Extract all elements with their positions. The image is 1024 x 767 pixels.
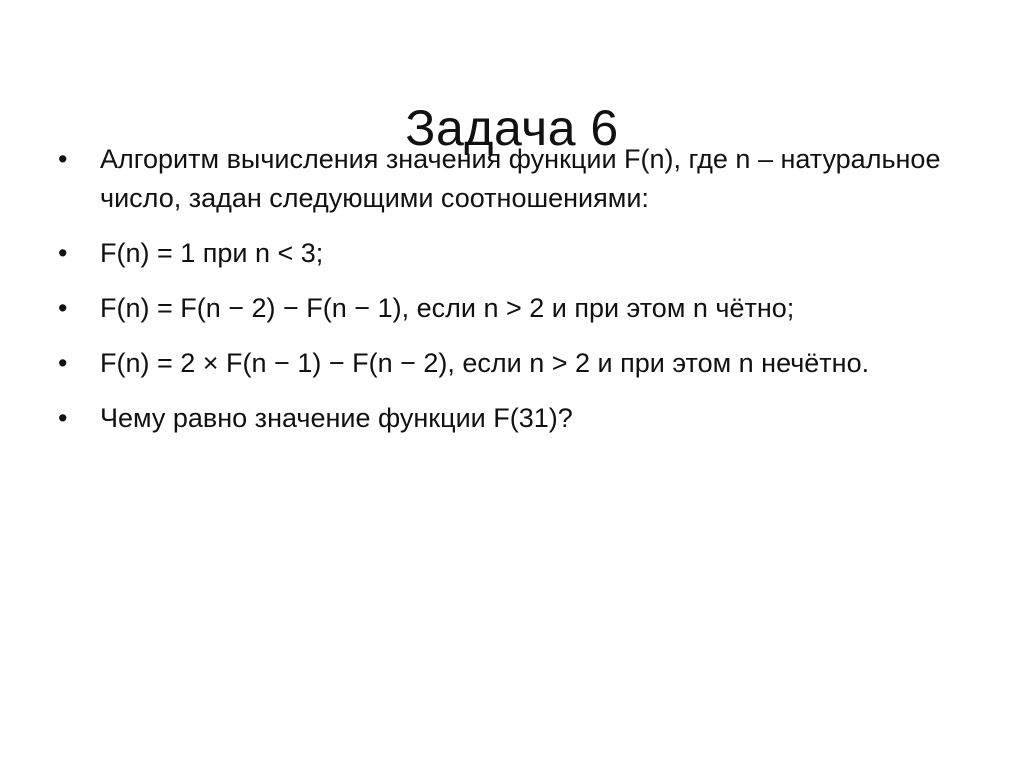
bullet-item-base-case — [58, 234, 978, 273]
slide-title: Задача 6 — [405, 99, 619, 156]
bullet-item-odd-case — [58, 344, 978, 383]
bullet-item-algorithm-definition — [58, 140, 978, 218]
bullet-text: Алгоритм вычисления значения функции F(n), где n – натуральное число, задан следующими соотношениями: — [100, 144, 941, 213]
bullet-text: F(n) = 2 × F(n − 1) − F(n − 2), если n > 2 и при этом n нечётно. — [100, 348, 870, 378]
bullet-text: F(n) = F(n − 2) − F(n − 1), если n > 2 и при этом n чётно; — [100, 293, 795, 323]
bullet-item-question — [58, 399, 978, 438]
bullet-text: F(n) = 1 при n < 3; — [100, 238, 324, 268]
bullet-icon: • — [58, 293, 68, 323]
bullet-item-even-case — [58, 289, 978, 328]
bullet-icon: • — [58, 403, 68, 433]
bullet-icon: • — [58, 238, 68, 268]
bullet-list — [58, 140, 978, 454]
bullet-text: Чему равно значение функции F(31)? — [100, 403, 573, 433]
bullet-icon: • — [58, 348, 68, 378]
bullet-icon: • — [58, 144, 68, 174]
